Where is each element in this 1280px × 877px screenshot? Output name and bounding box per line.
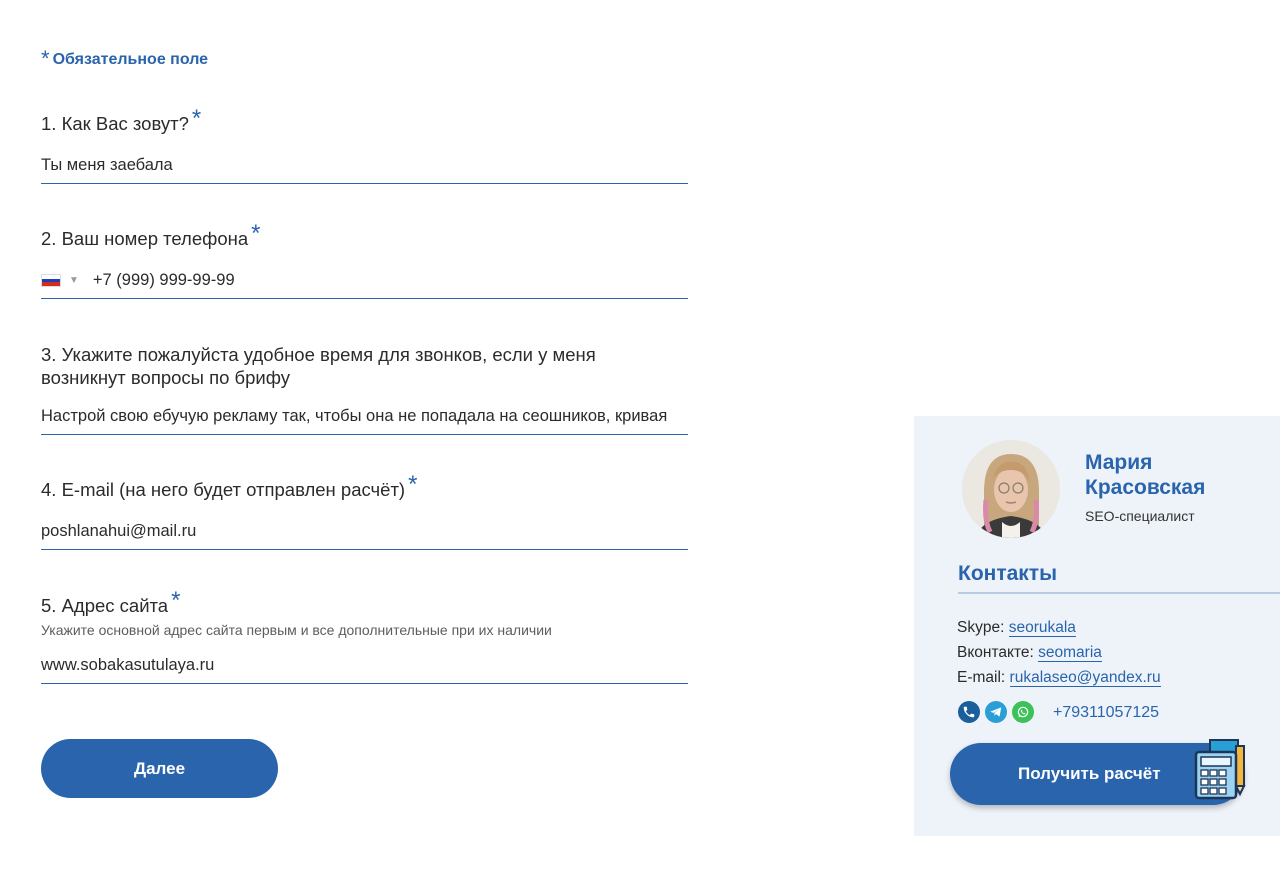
email-line: [957, 669, 1161, 687]
caret-down-icon[interactable]: ▼: [69, 275, 79, 286]
phone-input-row: [41, 263, 688, 299]
email-label: E-mail:: [957, 669, 1006, 686]
email-input-row: [41, 514, 688, 550]
telegram-icon[interactable]: [985, 701, 1007, 723]
contacts-title: Контакты: [958, 562, 1280, 594]
required-note: [41, 46, 208, 72]
site-hint: Укажите основной адрес сайта первым и все дополнительные при их наличии: [41, 622, 552, 638]
person-role: SEO-специалист: [1085, 508, 1195, 524]
required-star: *: [408, 471, 418, 498]
skype-label: Skype:: [957, 619, 1005, 636]
email-question: [41, 471, 688, 501]
phone-input[interactable]: [93, 271, 688, 290]
vk-line: [957, 644, 1102, 662]
skype-link[interactable]: seorukala: [1008, 619, 1076, 636]
russia-flag-icon[interactable]: [41, 274, 61, 287]
person-name: Мария Красовская: [1085, 451, 1206, 499]
name-input[interactable]: [41, 156, 688, 175]
avatar-photo: [962, 440, 1060, 538]
email-link[interactable]: rukalaseo@yandex.ru: [1009, 669, 1161, 686]
call-time-question: 3. Укажите пожалуйста удобное время для звонков, если у меня возникнут вопросы по брифу: [41, 344, 596, 388]
call-time-field: [41, 343, 688, 435]
site-input[interactable]: [41, 656, 688, 675]
name-question: [41, 105, 688, 135]
phone-field: [41, 220, 688, 299]
site-input-row: [41, 648, 688, 684]
email-input[interactable]: [41, 522, 688, 541]
call-time-input-row: [41, 399, 688, 435]
messenger-icons: [958, 701, 1034, 723]
contact-phone[interactable]: +79311057125: [1053, 704, 1160, 721]
site-question-text: 5. Адрес сайта: [41, 595, 169, 616]
whatsapp-icon[interactable]: [1012, 701, 1034, 723]
call-time-input[interactable]: [41, 407, 688, 426]
required-star: *: [191, 105, 202, 132]
next-button[interactable]: Далее: [41, 739, 278, 798]
email-question-text: 4. E-mail (на него будет отправлен расчёт): [41, 479, 406, 500]
required-star: *: [171, 587, 181, 614]
email-field: [41, 471, 688, 550]
calculator-icon: [1192, 738, 1248, 800]
required-star: *: [251, 220, 261, 247]
skype-line: [957, 619, 1076, 637]
name-field: [41, 105, 688, 184]
name-input-row: [41, 148, 688, 184]
vk-link[interactable]: seomaria: [1038, 644, 1102, 661]
avatar: [962, 440, 1060, 538]
site-field: [41, 587, 688, 684]
vk-label: Вконтакте:: [957, 644, 1034, 661]
phone-icon[interactable]: [958, 701, 980, 723]
phone-question-text: 2. Ваш номер телефона: [41, 228, 249, 249]
contact-card: [914, 416, 1280, 836]
phone-question: [41, 220, 688, 250]
required-note-text: Обязательное поле: [52, 51, 209, 68]
required-star: *: [41, 46, 50, 71]
get-estimate-button[interactable]: Получить расчёт: [950, 743, 1244, 805]
name-question-text: 1. Как Вас зовут?: [41, 113, 189, 134]
site-question: [41, 587, 688, 617]
